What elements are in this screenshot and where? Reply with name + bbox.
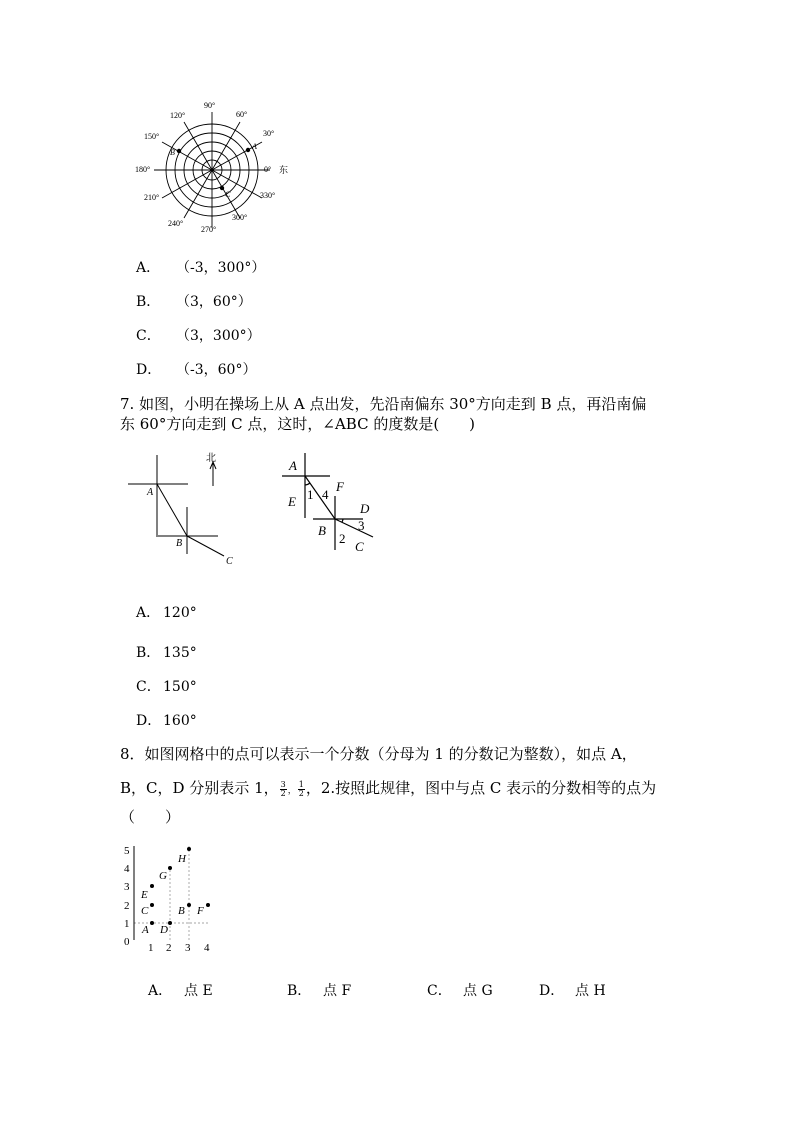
- option-text: 150°: [163, 679, 197, 695]
- option-letter: B．: [136, 645, 161, 661]
- q6-option-b[interactable]: [136, 291, 252, 311]
- option-letter: D．: [136, 713, 162, 729]
- option-text: 点 G: [463, 983, 493, 999]
- q7-line-1: 7. 如图，小明在操场上从 A 点出发，先沿南偏东 30°方向走到 B 点，再沿南偏: [120, 395, 647, 413]
- angle-label-30: 30°: [263, 129, 275, 138]
- fig-right-label-four: 4: [322, 487, 329, 502]
- option-letter: A．: [136, 260, 161, 276]
- option-text: 点 E: [184, 983, 213, 999]
- fig-right-label-f: F: [336, 479, 344, 494]
- y-tick-0: 0: [124, 936, 130, 948]
- q8-line-1: 8．如图网格中的点可以表示一个分数（分母为 1 的分数记为整数），如点 A，: [120, 745, 637, 763]
- angle-label-90: 90°: [204, 101, 216, 110]
- north-label: 北: [206, 453, 216, 464]
- option-letter: D．: [136, 362, 162, 378]
- q8-line-3: （ ）: [120, 808, 181, 826]
- angle-label-120: 120°: [170, 111, 186, 120]
- fig-right-label-b: B: [318, 523, 326, 538]
- point-a-label: A: [142, 924, 149, 936]
- q8-line-2: [120, 775, 656, 804]
- fraction-separator: ，: [287, 786, 297, 796]
- q7-option-c[interactable]: [136, 676, 197, 696]
- fig-right-label-one: 1: [307, 487, 314, 502]
- point-e-label: E: [141, 889, 148, 901]
- point-c-label: C: [141, 905, 149, 917]
- point-b-label: B: [170, 148, 175, 157]
- angle-label-240: 240°: [168, 219, 184, 228]
- option-letter: D．: [539, 983, 565, 999]
- q8-option-d[interactable]: [539, 980, 606, 1000]
- point-a-label: A: [252, 142, 257, 151]
- fig-right-label-a: A: [289, 458, 297, 473]
- point-c-label: C: [225, 190, 231, 199]
- option-text: 点 H: [575, 983, 606, 999]
- fraction-1-2: [298, 781, 305, 798]
- x-tick-3: 3: [185, 942, 191, 954]
- y-tick-3: 3: [124, 881, 130, 893]
- q7-option-d[interactable]: [136, 710, 197, 730]
- angle-label-60: 60°: [236, 110, 248, 119]
- point-d-label: D: [160, 924, 168, 936]
- q7-right-figure: [278, 450, 388, 560]
- fraction-numerator: 3: [280, 779, 286, 789]
- angle-label-330: 330°: [260, 191, 276, 200]
- angle-label-270: 270°: [201, 225, 217, 234]
- fig-right-label-two: 2: [339, 531, 346, 546]
- option-letter: B．: [136, 294, 161, 310]
- option-letter: C．: [136, 679, 161, 695]
- q8-grid-figure: [118, 840, 218, 956]
- q6-option-c[interactable]: [136, 325, 261, 345]
- y-tick-1: 1: [124, 918, 130, 930]
- option-text: 135°: [163, 645, 197, 661]
- angle-label-150: 150°: [144, 132, 160, 141]
- fig-left-label-a: A: [147, 487, 154, 498]
- q6-option-d[interactable]: [136, 359, 256, 379]
- fraction-numerator: 1: [298, 779, 304, 789]
- option-text: （3，60°）: [176, 294, 252, 310]
- point-h-label: H: [178, 853, 186, 865]
- fraction-denominator: 2: [280, 788, 286, 798]
- option-letter: A．: [148, 983, 173, 999]
- option-letter: C．: [136, 328, 161, 344]
- option-text: （3，300°）: [176, 328, 261, 344]
- fig-right-label-d: D: [360, 501, 370, 516]
- point-b-label: B: [178, 905, 185, 917]
- angle-label-0: 0°: [264, 165, 272, 174]
- q8-option-c[interactable]: [427, 980, 493, 1000]
- angle-label-300: 300°: [232, 213, 248, 222]
- fig-left-label-b: B: [176, 538, 183, 549]
- y-tick-2: 2: [124, 900, 130, 912]
- fraction-denominator: 2: [298, 788, 304, 798]
- q8-option-a[interactable]: [148, 980, 213, 1000]
- fig-left-label-c: C: [226, 556, 233, 567]
- option-letter: C．: [427, 983, 452, 999]
- q8-option-b[interactable]: [287, 980, 351, 1000]
- fraction-3-2: [280, 781, 287, 798]
- option-text: 120°: [163, 605, 197, 621]
- option-text: （-3，60°）: [176, 362, 257, 378]
- q7-left-figure: [120, 450, 250, 572]
- angle-label-180: 180°: [135, 165, 151, 174]
- y-tick-4: 4: [124, 863, 130, 875]
- x-tick-4: 4: [204, 942, 210, 954]
- fig-right-label-e: E: [288, 494, 296, 509]
- fig-right-label-c: C: [355, 539, 364, 554]
- x-tick-2: 2: [166, 942, 172, 954]
- q6-option-a[interactable]: [136, 257, 265, 277]
- point-g-label: G: [159, 870, 167, 882]
- option-text: 点 F: [323, 983, 352, 999]
- option-letter: B．: [287, 983, 312, 999]
- option-text: 160°: [163, 713, 197, 729]
- east-label: 东: [279, 165, 289, 175]
- polar-grid-figure: [130, 98, 290, 238]
- point-f-label: F: [197, 905, 204, 917]
- y-tick-5: 5: [124, 845, 130, 857]
- q7-line-2: 东 60°方向走到 C 点，这时，∠ABC 的度数是( ): [120, 415, 476, 433]
- fig-right-label-three: 3: [358, 518, 365, 533]
- option-text: （-3，300°）: [176, 260, 266, 276]
- x-tick-1: 1: [148, 942, 154, 954]
- q7-option-a[interactable]: [136, 602, 197, 622]
- q8-line-2-end: ，2.按照此规律，图中与点 C 表示的分数相等的点为: [305, 779, 657, 797]
- q8-line-2-start: B，C，D 分别表示 1，: [120, 779, 279, 797]
- option-letter: A．: [136, 605, 161, 621]
- q7-option-b[interactable]: [136, 642, 197, 662]
- angle-label-210: 210°: [144, 193, 160, 202]
